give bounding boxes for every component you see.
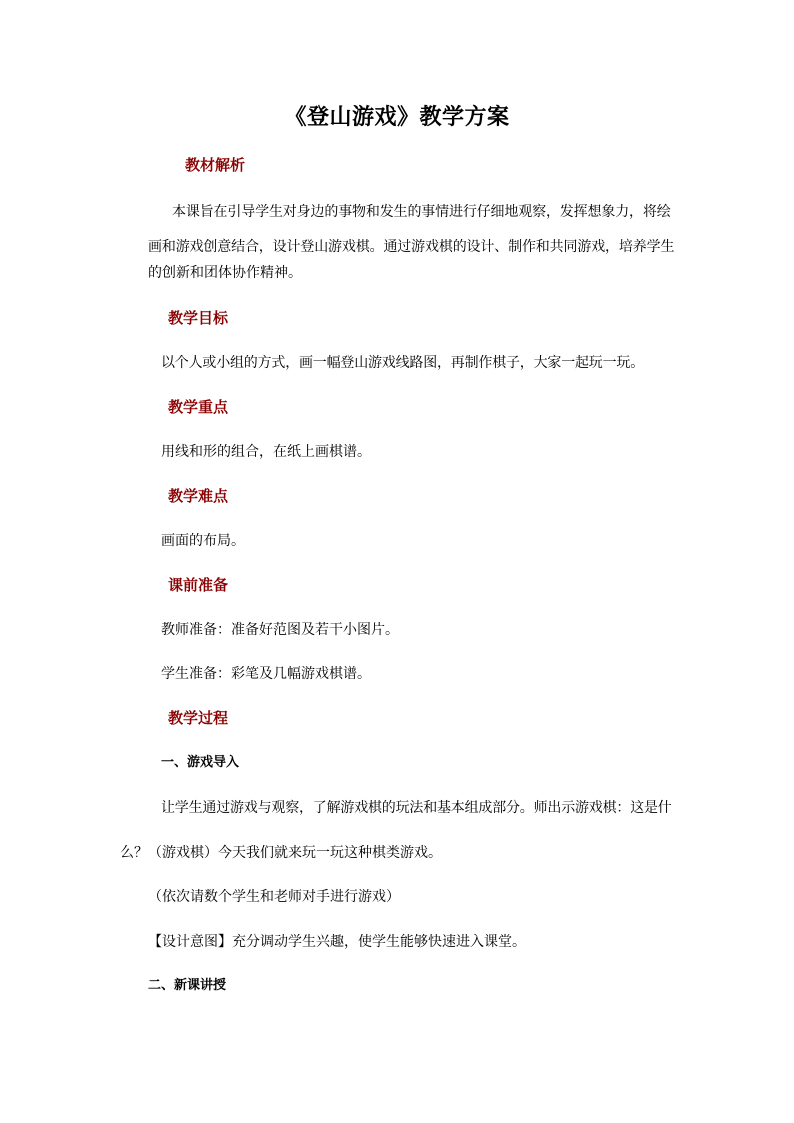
activity-note: （依次请数个学生和老师对手进行游戏） (148, 889, 400, 905)
objective-text: 以个人或小组的方式，画一幅登山游戏线路图，再制作棋子，大家一起玩一玩。 (161, 355, 644, 371)
subheading-new-lesson: 二、新课讲授 (148, 978, 227, 993)
paragraph-line: 画和游戏创意结合，设计登山游戏棋。通过游戏棋的设计、制作和共同游戏，培养学生 (148, 239, 675, 255)
heading-teaching-process: 教学过程 (168, 709, 229, 727)
heading-difficulty: 教学难点 (168, 487, 229, 505)
heading-key-point: 教学重点 (168, 398, 229, 416)
heading-material-analysis: 教材解析 (185, 156, 246, 174)
teacher-preparation: 教师准备：准备好范图及若干小图片。 (161, 622, 399, 638)
heading-preparation: 课前准备 (168, 576, 229, 594)
key-point-text: 用线和形的组合，在纸上画棋谱。 (161, 444, 371, 460)
page-title: 《登山游戏》教学方案 (284, 104, 510, 130)
paragraph-line: 本课旨在引导学生对身边的事物和发生的事情进行仔细地观察，发挥想象力，将绘 (172, 204, 671, 220)
heading-teaching-objective: 教学目标 (168, 309, 229, 327)
difficulty-text: 画面的布局。 (161, 533, 245, 549)
design-intent: 【设计意图】充分调动学生兴趣，使学生能够快速进入课堂。 (148, 934, 526, 950)
paragraph-line: 的创新和团体协作精神。 (148, 265, 302, 281)
student-preparation: 学生准备：彩笔及几幅游戏棋谱。 (161, 666, 371, 682)
paragraph-line: 么？（游戏棋）今天我们就来玩一玩这种棋类游戏。 (120, 845, 442, 861)
paragraph-line: 让学生通过游戏与观察，了解游戏棋的玩法和基本组成部分。师出示游戏棋：这是什 (161, 800, 672, 816)
subheading-game-intro: 一、游戏导入 (161, 755, 240, 770)
